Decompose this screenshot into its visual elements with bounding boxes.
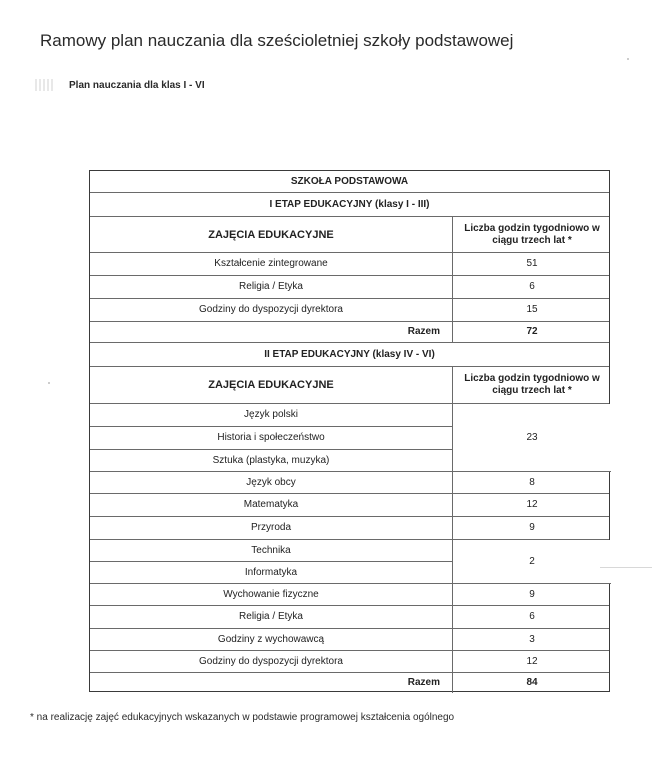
page-subtitle: Plan nauczania dla klas I - VI [69,80,205,91]
total-label: Razem [407,677,440,688]
subject-name: Język obcy [246,476,296,488]
hours-value: 6 [452,276,611,298]
scan-edge-line [600,567,652,568]
table-row [90,253,609,276]
subject-name: Matematyka [243,499,299,510]
scan-mark [35,79,55,91]
table-row [90,276,609,299]
table-row [90,517,609,540]
subject-name: Historia i społeczeństwo [217,432,325,443]
subject-name: Godziny do dyspozycji dyrektora [199,304,343,315]
school-header: SZKOŁA PODSTAWOWA [290,175,409,187]
stage-title-row [90,193,609,217]
hours-value: 3 [452,629,611,650]
table-header-row [90,171,609,193]
hours-value: 51 [452,253,611,275]
stage1-title: I ETAP EDUKACYJNY (klasy I - III) [269,198,430,210]
total-value: 72 [452,322,611,342]
scan-speck [627,58,629,60]
subject-name: Przyroda [250,522,291,533]
column-header-row [90,367,609,404]
subject-name: Informatyka [244,566,298,578]
column-subject: ZAJĘCIA EDUKACYJNE [208,228,334,241]
stage-title-row [90,343,609,367]
hours-value-merged: 2 [452,540,611,584]
hours-value: 9 [452,517,611,539]
subject-name: Religia / Etyka [239,281,303,292]
total-label: Razem [407,326,440,337]
table-row [90,584,609,606]
subject-name: Język polski [244,409,298,420]
hours-value-merged: 23 [452,404,611,472]
hours-value: 15 [452,299,611,321]
subject-name: Wychowanie fizyczne [223,588,319,600]
column-subject: ZAJĘCIA EDUKACYJNE [208,379,334,391]
total-row [90,673,609,693]
subject-name: Godziny do dyspozycji dyrektora [199,655,343,667]
table-row [90,651,609,673]
hours-value: 8 [452,472,611,493]
hours-value: 12 [452,494,611,516]
hours-value: 6 [452,606,611,628]
subject-name: Godziny z wychowawcą [217,633,325,645]
subject-name: Sztuka (plastyka, muzyka) [212,454,330,466]
subject-name: Technika [251,544,291,556]
table-row [90,472,609,494]
scan-speck [48,382,50,384]
total-value: 84 [452,673,611,693]
footnote: * na realizację zajęć edukacyjnych wskazanych w podstawie programowej kształcenia ogólnego [30,712,455,723]
table-row [90,299,609,322]
stage2-title: II ETAP EDUKACYJNY (klasy IV - VI) [264,348,435,360]
table-row [90,494,609,517]
column-hours: Liczba godzin tygodniowo w ciągu trzech lat * [452,217,611,252]
hours-value: 12 [452,651,611,672]
column-hours: Liczba godzin tygodniowo w ciągu trzech lat * [452,367,611,403]
table-row [90,629,609,651]
page-title: Ramowy plan nauczania dla sześcioletniej szkoły podstawowej [40,31,514,50]
curriculum-table [89,170,610,692]
column-header-row [90,217,609,253]
total-row [90,322,609,343]
subject-name: Religia / Etyka [239,611,303,622]
table-row [90,606,609,629]
subject-name: Kształcenie zintegrowane [214,258,328,269]
hours-value: 9 [452,584,611,605]
